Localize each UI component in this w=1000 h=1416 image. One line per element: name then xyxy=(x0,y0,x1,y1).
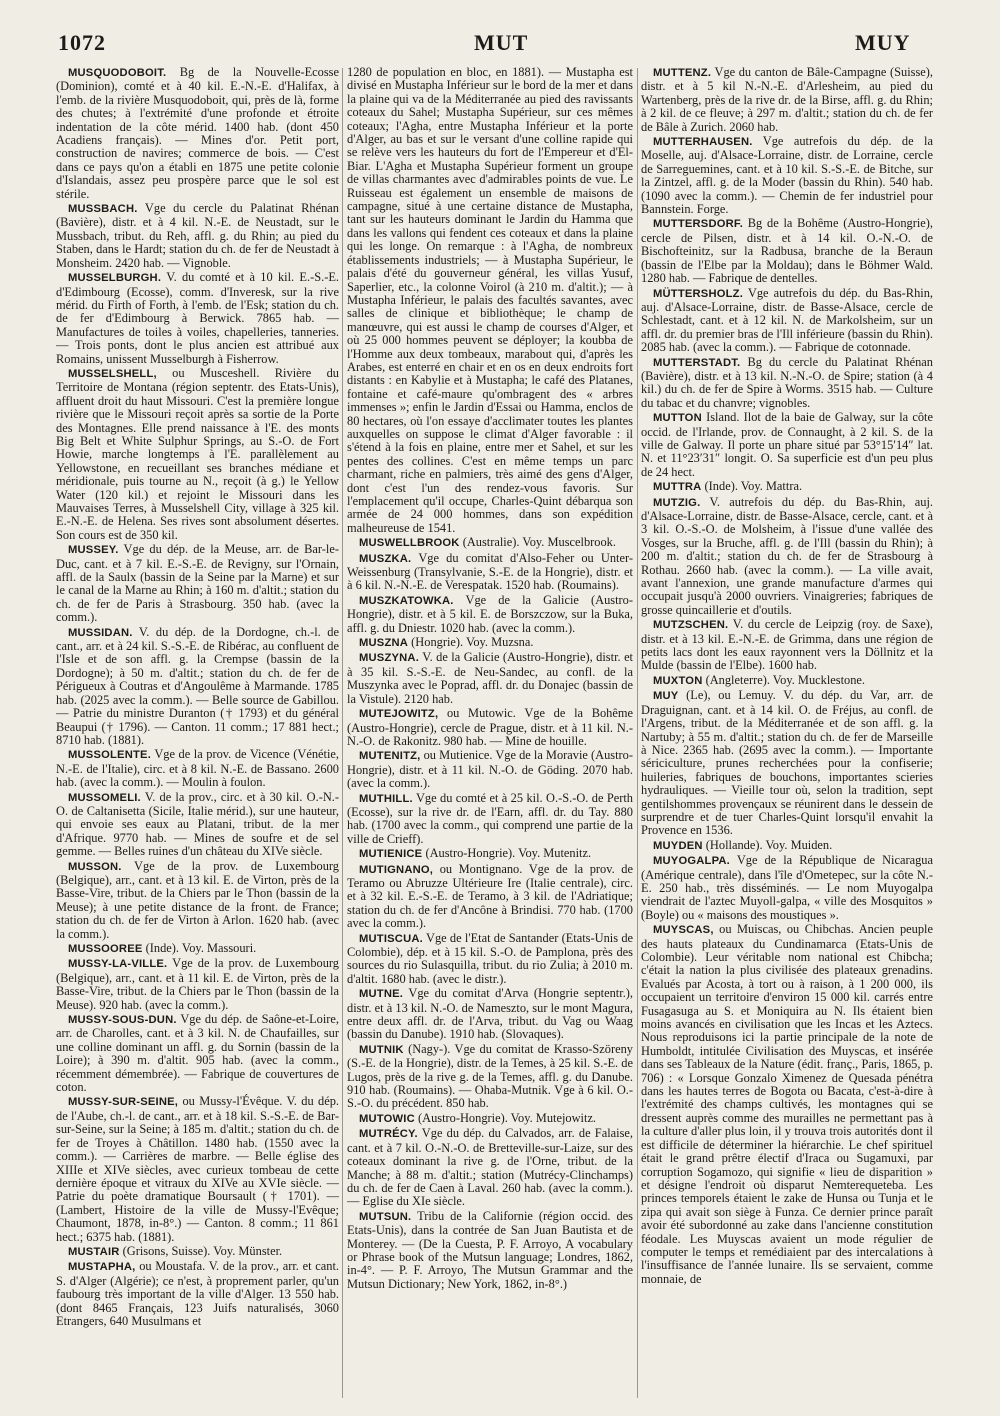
entry xyxy=(641,496,933,618)
entry-headword: MÜTTERSHOLZ. xyxy=(653,287,744,300)
entry-text: Vge de la Galicie (Austro-Hongrie), distr. et à 5 kil. E. de Borszczow, sur la Buka, affl. g. du Dniestr. 1020 hab. (avec la comm.). xyxy=(347,592,633,635)
entry-text: V. de la Galicie (Austro-Hongrie), distr. et à 35 kil. S.-S.-E. de Neu-Sandec, au confl. de la Muszynka avec le Poprad, affl. dr. du Donajec (bassin de la Vistule). 2120 hab. xyxy=(347,650,633,706)
entry-headword: MUTZIG. xyxy=(653,496,701,509)
running-header xyxy=(0,30,1000,70)
entry-headword: MUXTON xyxy=(653,674,703,687)
entry-text: Vge de l'Etat de Santander (Etats-Unis de Colombie), dép. et à 15 kil. S.-O. de Pamplona, près des sources du rio Sulasquilla, tribut. du rio Zulia; à 2010 m. d'altit. 1680 hab. (avec le distr.). xyxy=(347,930,633,986)
entry xyxy=(56,957,339,1012)
entry-text: (Inde). Voy. Mattra. xyxy=(704,479,803,494)
entry-headword: MUSZKATOWKA. xyxy=(359,594,454,607)
entry xyxy=(347,1127,633,1208)
entry-headword: MUSZYNA. xyxy=(359,652,420,665)
entry-text: Vge du cercle du Palatinat Rhénan (Bavière), distr. et à 4 kil. N.-E. de Neustadt, sur le Mussbach, tribut. du Reh, affl. g. du Rhin; au pied du Staben, dans le Hardt; station du ch. de fer de Neustadt à Monsheim. 2420 hab. — Vignoble. xyxy=(56,201,339,270)
entry-text: (Nagy-). Vge du comitat de Krasso-Szöreny (S.-E. de la Hongrie), distr. de la Temes, à 25 kil. S.-E. de Lugos, près de la rive g. de la Temes, affl. g. du Danube. 910 hab. (Roumains). — Ohaba-Mutnik. Vge à 6 kil. O.-S.-O. du précédent. 850 hab. xyxy=(347,1041,633,1111)
entry xyxy=(641,411,933,479)
entry-headword: MUY xyxy=(653,690,679,703)
entry-headword: MUSWELLBROOK xyxy=(359,537,460,550)
entry xyxy=(347,1210,633,1291)
entry-text: 1280 de population en bloc, en 1881). — Mustapha est divisé en Mustapha Inférieur sur le bord de la mer et dans la plaine qui va de la Méditerranée au pied des ravissants coteaux du Sahel; Mustapha Supérieur, sur ces mêmes coteaux; l'Agha, entre Mustapha Inférieur et la porte d'Alger, au bas et sur le versant d'une colline rapide qui se relève vers les hauteurs du fort de l'Empereur et d'El-Biar. L'Agha et Mustapha Supérieur forment un groupe de villas charmantes avec d'admirables points de vue. Le Ruisseau est également un ensemble de maisons de campagne, situé à une certaine distance de Mustapha, tant sur les hauteurs dominant le Jardin du Hamma que dans les vallons qui fendent ces coteaux et dans la plaine qui les longe. On remarque : à l'Agha, de nombreux établissements industriels; — à Mustapha Supérieur, le palais d'été du gouverneur général, les villas Yusuf, Saperlier, etc., la colonne Voirol (à 210 m. d'altit.); — à Mustapha Inférieur, le palais des facultés savantes, avec salles de clinique et bibliothèque; le champ de manœuvre, qui est aussi le champ de courses d'Alger, et où 25 000 hommes peuvent se déployer; la koubba de l'Homme aux deux tombeaux, marabout qui, d'après les Arabes, est enterré en chair et en os en deux endroits fort distants : en Kabylie et à Mustapha; le café des Platanes, fontaine et café-maure qu'ombragent des « arbres immenses »; enfin le Jardin d'Essai ou Hamma, enclos de 80 hectares, où l'on essaye d'acclimater toutes les plantes auxquelles on suppose le climat d'Alger favorable : il s'étend à la fois en plaine, entre mer et Sahel, et sur les pentes des collines. C'est en même temps un parc charmant, riche en palmiers, très aimé des gens d'Alger, dont c'est l'un des rendez-vous favoris. Sur l'emplacement qu'il occupe, Charles-Quint débarqua son armée de 24 000 hommes, dans son expédition malheureuse de 1541. xyxy=(347,66,633,535)
entry-headword: MUYOGALPA. xyxy=(653,855,730,868)
entry xyxy=(56,367,339,542)
entry-headword: MUTIGNANO, xyxy=(359,863,434,876)
entry xyxy=(56,626,339,748)
page-number: 1072 xyxy=(58,30,106,55)
entry-text: V. autrefois du dép. du Bas-Rhin, auj. d'Alsace-Lorraine, distr. de Basse-Alsace, cercle, cant. et à 3 kil. O.-S.-O. de Molsheim, à l'issue d'une vallée des Vosges, sur la Bruche, affl. g. de l'Ill (bassin du Rhin); à 200 m. d'altit.; station du ch. de fer de Strasbourg à Rothau. 2660 hab. (avec la comm.). — La ville avait, avant l'annexion, une grande manufacture d'armes qui occupait jusqu'à 2000 ouvriers. Vinaigreries; fabriques de grosse quincaillerie et d'outils. xyxy=(641,494,933,617)
entry-text: Bg de la Bohême (Austro-Hongrie), cercle de Pilsen, distr. et à 14 kil. O.-N.-O. de Bischofteinitz, sur la Radbusa, branche de la Beraun (bassin de l'Elbe par la Moldau); dans le Böhmer Wald. 1280 hab. — Fabrique de dentelles. xyxy=(641,216,933,286)
entry-headword: MUSSOMELI. xyxy=(68,791,141,804)
entry-headword: MUSSBACH. xyxy=(68,203,138,216)
entry-headword: MUTTENZ. xyxy=(653,67,712,79)
entry xyxy=(56,1095,339,1243)
entry-text: ou Musceshell. Rivière du Territoire de Montana (région septentr. des Etats-Unis), affluent droit du haut Missouri. C'est la première longue rivière que le Missouri reçoit après sa sortie de la Porte des Montagnes. Elle prend naissance à l'E. des monts Big Belt et White Sulphur Springs, au S.-O. de Fort Howie, marche longtemps à l'E. parallèlement au Yellowstone, en recueillant ses branches médiane et méridionale, puis tourne au N., reçoit (à g.) le Yellow Water (120 kil.) et rejoint le Missouri dans les Mauvaises Terres, à Musselshell City, village à 325 kil. E.-N.-E. de Helena. Ses rives sont absolument désertes. Son cours est de 350 kil. xyxy=(56,365,339,542)
entry-headword: MUTIENICE xyxy=(359,848,423,861)
entry-text: V. du cercle de Leipzig (roy. de Saxe), distr. et à 13 kil. E.-N.-E. de Grimma, dans une région de petits lacs dont les eaux rayonnent vers la Döllnitz et la Mulde (bassin de l'Elbe). 1600 hab. xyxy=(641,617,933,673)
entry xyxy=(641,480,933,494)
entry-headword: MUSSOOREE xyxy=(68,943,143,955)
entry xyxy=(347,987,633,1042)
entry xyxy=(347,536,633,550)
entry xyxy=(641,854,933,922)
entry-headword: MUTSUN. xyxy=(359,1210,412,1223)
entry-text: V. du comté et à 10 kil. E.-S.-E. d'Edimbourg (Ecosse), comm. d'Inveresk, sur la rive mérid. du Firth of Forth, à l'emb. de l'Esk; station du ch. de fer d'Edimbourg à Berwick. 7865 hab. — Manufactures de toiles à voiles, chapelleries, tanneries. — Trois ponts, dont le plus ancien est attribué aux Romains, unissent Musselburgh à Fisherrow. xyxy=(56,270,339,366)
entry xyxy=(347,594,633,635)
entry-text: ou Montignano. Vge de la prov. de Teramo ou Abruzze Ultérieure Ire (Italie centrale), circ. et à 32 kil. E.-S.-E. de Teramo, à 3 kil. de l'Adriatique; station du ch. de fer d'Ancône à Brindisi. 770 hab. (1700 avec la comm.). xyxy=(347,861,633,931)
entry-headword: MUTZSCHEN. xyxy=(653,619,729,632)
entry-text: (Le), ou Lemuy. V. du dép. du Var, arr. de Draguignan, cant. et à 14 kil. O. de Fréjus, au confl. de l'Argens, tribut. de la Méditerranée et de son affl. g. la Nartuby; à 55 m. d'altit.; station du ch. de fer de Marseille à Nice. 2365 hab. (2695 avec la comm.). — Importante sériciculture, prunes recherchées pour la confiserie; huileries, fabriques de bouchons, importantes scieries hydrauliques. — Vieille tour où, selon la tradition, sept gentilshommes provençaux se réunirent dans le dessein de surprendre et de tuer Charles-Quint lorsqu'il envahit la Provence en 1536. xyxy=(641,688,933,838)
entry xyxy=(641,135,933,216)
entry-text: Vge de la prov. de Vicence (Vénétie, N.-E. de l'Italie), circ. et à 8 kil. N.-E. de Bassano. 2600 hab. (avec la comm.). — Moulin à foulon. xyxy=(56,747,339,790)
entry-text: Bg du cercle du Palatinat Rhénan (Bavière), distr. et à 13 kil. N.-N.-O. de Spire; station (à 4 kil.) du ch. de fer de Spire à Worms. 3515 hab. — Culture du tabac et du chanvre; vignobles. xyxy=(641,354,933,410)
entry-text: Vge du comitat d'Also-Feher ou Unter-Weissenburg (Transylvanie, S.-E. de la Hongrie), distr. et à 6 kil. N.-N.-E. de Verespatak. 1520 hab. (Roumains). xyxy=(347,550,633,593)
entry-text: (Hollande). Voy. Muiden. xyxy=(705,837,833,852)
entry xyxy=(347,707,633,748)
entry-text: (Australie). Voy. Muscelbrook. xyxy=(462,535,616,550)
entry-text: Vge du canton de Bâle-Campagne (Suisse), distr. et à 5 kil N.-N.-E. d'Arlesheim, au pied du Wartenberg, près de la rive dr. de la Birse, affl. g. du Rhin; à 2 kil. de ce fleuve; à 297 m. d'altit.; station du ch. de fer de Bâle à Zurich. 2060 hab. xyxy=(641,66,933,134)
entry xyxy=(641,689,933,837)
entry-headword: MUTTERHAUSEN. xyxy=(653,136,753,149)
entry-headword: MUSSY-LA-VILLE. xyxy=(68,958,168,971)
entry xyxy=(347,932,633,987)
entry xyxy=(56,860,339,941)
entry-text: Vge de la prov. de Luxembourg (Belgique), arr., cant. et à 13 kil. E. de Virton, près de la Basse-Vire, tribut. de la Chiers par le Thon (bassin de la Meuse); à une petite distance de la front. de France; station du ch. de fer de Virton à Arlon. 1620 hab. (avec la comm.). xyxy=(56,858,339,941)
entry xyxy=(56,271,339,366)
entry-headword: MUSQUODOBOIT. xyxy=(68,67,167,79)
entry xyxy=(347,847,633,861)
entry-headword: MUYSCAS, xyxy=(653,924,714,937)
entry-text: (Austro-Hongrie). Voy. Mutenitz. xyxy=(425,846,592,861)
entry-text: ou Mutienice. Vge de la Moravie (Austro-Hongrie), distr. et à 11 kil. N.-O. de Göding. 2070 hab. (avec la comm.). xyxy=(347,748,633,791)
entry-headword: MUTISCUA. xyxy=(359,932,423,945)
entry-headword: MUSZNA xyxy=(359,637,409,650)
entry xyxy=(641,66,933,134)
entry-text: Vge du dép. de la Meuse, arr. de Bar-le-Duc, cant. et à 7 kil. E.-S.-E. de Revigny, sur l'Ornain, affl. de la Saulx (bassin de la Seine par la Marne) et sur le canal de la Marne au Rhin; à 160 m. d'altit.; station du ch. de fer de Paris à Strasbourg. 350 hab. (avec la comm.). xyxy=(56,542,339,625)
entry-headword: MUTHILL. xyxy=(359,792,413,805)
entry-text: (Hongrie). Voy. Muzsna. xyxy=(411,635,534,650)
entry-headword: MUTTON xyxy=(653,412,702,425)
entry xyxy=(347,749,633,790)
entry-headword: MUTNIK xyxy=(359,1043,404,1056)
entry-headword: MUYDEN xyxy=(653,839,703,852)
entry-text: Bg de la Nouvelle-Ecosse (Dominion), comté et à 40 kil. E.-N.-E. d'Halifax, à l'emb. de la rivière Musquodoboit, qui, près de là, forme des chutes; à l'extrémité d'une profonde et étroite indentation de la côte mérid. 1400 hab. (dont 450 Acadiens français). — Mines d'or. Petit port, construction de navires; commerce de bois. — C'est dans ce pays qu'on a établi en 1875 une petite colonie d'Islandais, assez peu prospère parce que le sol est stérile. xyxy=(56,66,339,201)
entry xyxy=(347,1043,633,1111)
entry-text: ou Mussy-l'Évêque. V. du dép. de l'Aube, ch.-l. de cant., arr. et à 18 kil. S.-S.-E. de Bar-sur-Seine, sur la Seine; à 185 m. d'altit.; station du ch. de fer de Troyes à Châtillon. 1480 hab. (1550 avec la comm.). — Carrières de marbre. — Belle église des XIIIe et XIVe siècles, avec curieux tombeau de cette dernière époque et vitraux du XIVe au XVIe siècle. — Patrie du poète dramatique Boursault († 1701). — (Lambert, Histoire de la ville de Mussy-l'Evêque; Chaumont, 1878, in-8°.) — Canton. 8 comm.; 11 861 hect.; 6375 hab. (1881). xyxy=(56,1094,339,1244)
entry xyxy=(56,1260,339,1328)
entry-headword: MUSTAPHA, xyxy=(68,1261,136,1274)
entry xyxy=(56,748,339,789)
entry-headword: MUTENITZ, xyxy=(359,750,421,763)
entry xyxy=(56,1013,339,1094)
entry-headword: MUSSY-SUR-SEINE, xyxy=(68,1096,179,1109)
entry-text: Vge autrefois du dép. de la Moselle, auj. d'Alsace-Lorraine, distr. de Lorraine, cercle de Sarreguemines, cant. et à 10 kil. S.-S.-E. de Bitche, sur la Zintzel, affl. g. de la Moder (bassin du Rhin). 540 hab. (1090 avec la comm.). — Chemin de fer industriel pour Bannstein. Forge. xyxy=(641,134,933,217)
entry-text: ou Muiscas, ou Chibchas. Ancien peuple des hauts plateaux du Cundinamarca (Etats-Unis de Colombie). Leur véritable nom national est Chibcha; c'était la nation la plus civilisée des plateaux grenadins. Evalués par Acosta, à tort ou à raison, à 1 200 000, ils occupaient un territoire d'environ 15 000 kil. carrés entre Fusagasuga au S. et Moniquira au N. Ils étaient bien moins avancés en civilisation que les Incas et les Aztecs. Nous reproduisons ici la partie principale de la note de Humboldt, intitulée Civilisation des Muyscas, et insérée dans ses Tableaux de la Nature (édit. franç., Paris, 1865, p. 706) : « Lorsque Gonzalo Ximenez de Quesada pénétra dans les hautes terres de Bogota ou Bacata, c'est-à-dire à l'extrémité des champs cultivés, les montagnes qui se dressent auprès comme des murailles ne permettant pas à la culture d'aller plus loin, il y trouva trois autorités dont il est difficile de déterminer la hiérarchie. Le chef spirituel était le grand prêtre électif d'Iraca ou Sugamuxi, par corruption Sogamozo, qui signifie « lieu de disparition » et désigne l'endroit où disparut Nemterequeteba. Les princes temporels étaient le zake de Hunsa ou Tunja et le zipa qui avait son siège à Funza. Ce dernier prince paraît avoir été subordonné au zake dans l'ancienne constitution féodale. Les Muyscas avaient un mode régulier de computer le temps et remédiaient par des intercalations à l'insuffisance de l'année lunaire. Ils se servaient, comme monnaie, de xyxy=(641,922,933,1286)
entry xyxy=(56,791,339,859)
entry-text: Vge du dép. du Calvados, arr. de Falaise, cant. et à 7 kil. O.-N.-O. de Bretteville-sur-Laize, sur des coteaux dominant la rive g. de l'Orne, tribut. de la Manche; à 88 m. d'altit.; station (Mutrécy-Clinchamps) du ch. de fer de Caen à Laval. 260 hab. (avec la comm.). — Eglise du XIe siècle. xyxy=(347,1126,633,1209)
entry-text: Island. Ilot de la baie de Galway, sur la côte occid. de l'Irlande, prov. de Connaught, à 2 kil. S. de la ville de Galway. Il porte un phare situé par 53°15′14″ lat. N. et 11°23′31″ longit. O. Sa superficie est d'un peu plus de 24 hect. xyxy=(641,410,933,479)
entry-headword: MUSSEY. xyxy=(68,544,119,557)
entry xyxy=(347,863,633,931)
entry xyxy=(56,1245,339,1259)
entry-headword: MUSTAIR xyxy=(68,1245,120,1258)
entry xyxy=(641,618,933,673)
entry-headword: MUSZKA. xyxy=(359,552,412,565)
running-head-center: MUT xyxy=(474,30,529,55)
entry-headword: MUTTERSDORF. xyxy=(653,218,744,231)
entry-headword: MUSSOLENTE. xyxy=(68,749,152,762)
entry xyxy=(641,839,933,853)
column-divider xyxy=(637,68,638,1398)
entry xyxy=(56,202,339,270)
column-right xyxy=(641,66,933,1402)
entry-headword: MUTTERSTADT. xyxy=(653,356,741,369)
entry xyxy=(347,1112,633,1126)
entry-text: Vge du dép. de Saône-et-Loire, arr. de Charolles, cant. et à 3 kil. N. de Chaufailles, sur une colline dominant un affl. g. du Sornin (bassin de la Loire); à 390 m. d'altit. 905 hab. (avec la comm., récemment démembrée). — Fabrique de couvertures de coton. xyxy=(56,1012,339,1095)
entry-text: (Angleterre). Voy. Mucklestone. xyxy=(705,672,866,687)
entry-text: Vge du comitat d'Arva (Hongrie septentr.), distr. et à 13 kil. N.-O. de Namesztо, sur le mont Magura, entre deux affl. dr. de l'Arva, tribut. du Vag ou Waag (bassin du Danube). 1910 hab. (Slovaques). xyxy=(347,986,633,1042)
entry xyxy=(641,287,933,355)
entry-text: (Austro-Hongrie). Voy. Mutejowitz. xyxy=(418,1110,597,1125)
entry-text: Vge de la République de Nicaragua (Amérique centrale), dans l'île d'Ometepec, sur la côte N.-E. 250 hab., très disséminés. — Le nom Muyogalpa viendrait de l'aztec Muyoll-galpa, « ville des Mosquitos » (Boyle) ou « maisons des moustiques ». xyxy=(641,853,933,922)
entry xyxy=(56,66,339,201)
entry-headword: MUTOWIC xyxy=(359,1112,415,1125)
entry-headword: MUTTRA xyxy=(653,481,702,494)
running-head-right: MUY xyxy=(855,30,911,55)
entry xyxy=(347,552,633,593)
entry xyxy=(56,543,339,624)
entry xyxy=(347,792,633,847)
entry xyxy=(347,636,633,650)
entry-text: ou Mutowic. Vge de la Bohême (Austro-Hongrie), cercle de Prague, distr. et à 11 kil. N.-N.-O. de Rakonitz. 980 hab. — Mine de houille. xyxy=(347,706,633,748)
entry xyxy=(641,674,933,688)
column-divider xyxy=(342,68,343,1398)
entry-text: V. de la prov., circ. et à 30 kil. O.-N.-O. de Caltanisetta (Sicile, Italie mérid.), sur une hauteur, qui envoie ses eaux au Platani, tribut. de la mer d'Afrique. 9770 hab. — Mines de soufre et de sel gemme. — Belles ruines d'un château du XIVe siècle. xyxy=(56,789,339,859)
entry-text: ou Moustafa. V. de la prov., arr. et cant. S. d'Alger (Algérie); ce n'est, à proprement parler, qu'un faubourg très important de la ville d'Alger. 13 550 hab. (dont 8465 Français, 123 Juifs naturalisés, 3060 Etrangers, 640 Musulmans et xyxy=(56,1259,339,1328)
entry-headword: MUTRÉCY. xyxy=(359,1128,418,1141)
entry xyxy=(347,66,633,535)
column-left xyxy=(56,66,339,1402)
entry-text: V. du dép. de la Dordogne, ch.-l. de cant., arr. et à 24 kil. S.-S.-E. de Ribérac, au confluent de l'Isle et de son affl. g. la Crempse (bassin de la Dordogne); à 50 m. d'altit.; station du ch. de fer de Périgueux à Coutras et d'Angoulême à Marmande. 1785 hab. (2025 avec la comm.). — Belle source de Gabillou. — Patrie du ministre Duranton († 1793) et du général Beaupui († 1796). — Canton. 11 comm.; 17 881 hect.; 8710 hab. (1881). xyxy=(56,624,339,747)
entry-text: Vge du comté et à 25 kil. O.-S.-O. de Perth (Ecosse), sur la rive dr. de l'Earn, affl. dr. du Tay. 880 hab. (1700 avec la comm., qui comprend une partie de la ville de Crieff). xyxy=(347,790,633,846)
entry xyxy=(347,651,633,706)
entry-text: (Grisons, Suisse). Voy. Münster. xyxy=(122,1243,283,1258)
entry-text: (Inde). Voy. Massouri. xyxy=(145,941,257,955)
entry-headword: MUSSELSHELL, xyxy=(68,367,157,380)
entry-headword: MUTEJOWITZ, xyxy=(359,708,439,721)
entry xyxy=(641,923,933,1286)
entry xyxy=(56,942,339,956)
entry-headword: MUTNE. xyxy=(359,988,404,1001)
entry-headword: MUSSON. xyxy=(68,860,122,873)
entry-text: Tribu de la Californie (région occid. des Etats-Unis), dans la contrée de San Juan Bautista et de Monterey. — (De la Cuesta, P. F. Arroyo, A vocabulary or Phrase book of the Mutsun language; Londres, 1862, in-4°. — P. F. Arroyo, The Mutsun Grammar and the Mutsun Dictionary; New York, 1862, in-8°.) xyxy=(347,1208,633,1291)
entry-text: Vge de la prov. de Luxembourg (Belgique), arr., cant. et à 11 kil. E. de Virton, près de la Basse-Vire, tribut. de la Chiers par le Thon (bassin de la Meuse). 920 hab. (avec la comm.). xyxy=(56,956,339,1012)
entry xyxy=(641,356,933,411)
entry-headword: MUSSY-SOUS-DUN. xyxy=(68,1014,177,1027)
entry xyxy=(641,217,933,285)
column-middle xyxy=(347,66,633,1402)
entry-headword: MUSSIDAN. xyxy=(68,626,133,639)
entry-text: Vge autrefois du dép. du Bas-Rhin, auj. d'Alsace-Lorraine, distr. de Basse-Alsace, cercle de Schlestadt, cant. et à 12 kil. N. de Markolsheim, sur un affl. dr. du premier bras de l'Ill inférieure (bassin du Rhin). 2085 hab. (avec la comm.). — Fabrique de cotonnade. xyxy=(641,285,933,355)
entry-headword: MUSSELBURGH. xyxy=(68,272,162,285)
